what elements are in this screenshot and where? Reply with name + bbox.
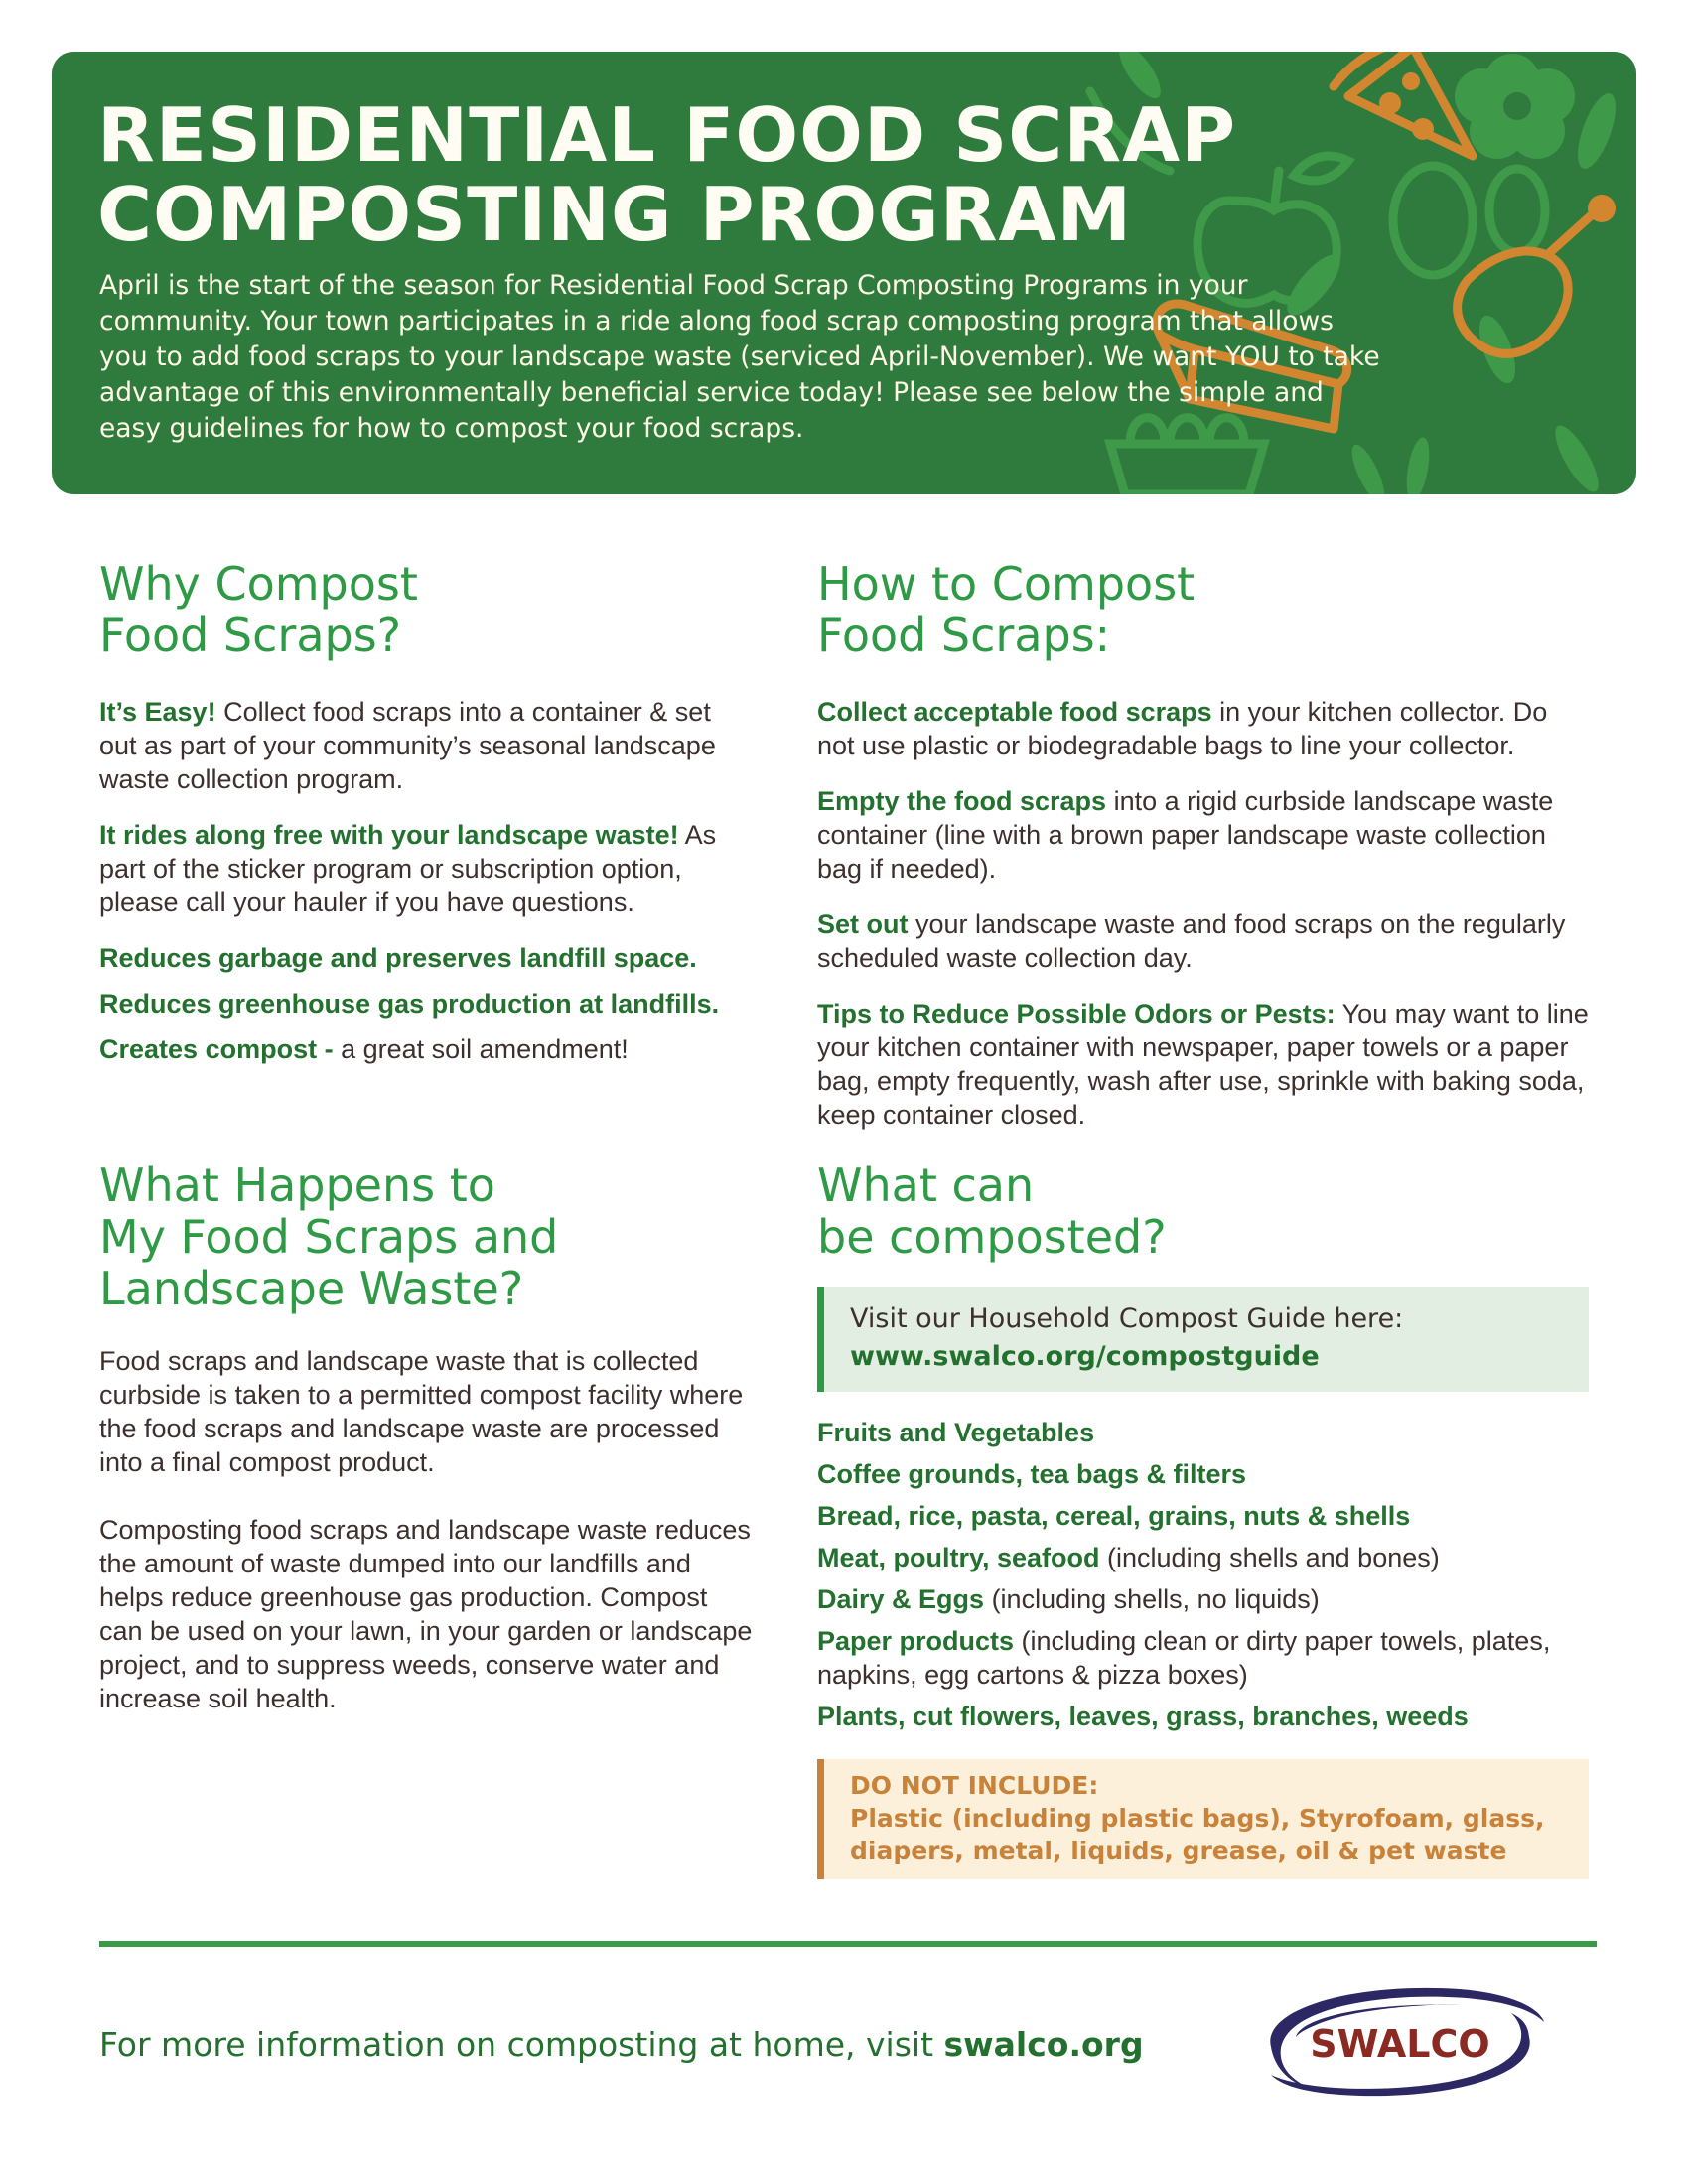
heading-line: Why Compost [99, 557, 418, 611]
compostable-item [817, 1700, 1592, 1733]
do-not-include-callout [817, 1759, 1589, 1879]
how-step-lead: Empty the food scraps [817, 786, 1107, 816]
why-item [99, 941, 755, 975]
how-step-text: into a rigid curbside landscape waste container (line with a brown paper landscape waste collection bag if needed). [817, 786, 1554, 884]
what-happens-heading [99, 1160, 755, 1314]
ham-bone-icon [1588, 195, 1616, 222]
heading-line: My Food Scraps and [99, 1210, 559, 1264]
pepperoni-icon [1379, 92, 1401, 114]
compostable-item [817, 1582, 1592, 1616]
title-line-2: COMPOSTING PROGRAM [97, 171, 1133, 258]
compostable-item-note: (including clean or dirty paper towels, plates, napkins, egg cartons & pizza boxes) [817, 1626, 1551, 1690]
why-item [99, 1032, 755, 1066]
compostable-item-lead: Dairy & Eggs [817, 1584, 985, 1614]
do-not-include-title: DO NOT INCLUDE: [850, 1771, 1099, 1800]
compostable-item-lead: Coffee grounds, tea bags & filters [817, 1459, 1247, 1489]
how-step [817, 907, 1592, 975]
page-title [97, 91, 1237, 258]
logo-text: SWALCO [1310, 2022, 1490, 2066]
do-not-include-text: diapers, metal, liquids, grease, oil & pet waste [850, 1837, 1507, 1865]
heading-line: How to Compost [817, 557, 1196, 611]
footer-link[interactable]: swalco.org [943, 2025, 1144, 2064]
why-item-lead: Reduces greenhouse gas production at landfills. [99, 989, 720, 1019]
why-item [99, 987, 755, 1021]
why-item-text: Collect food scraps into a container & set out as part of your community’s seasonal landscape waste collection program. [99, 697, 716, 794]
footer-text: For more information on composting at home, visit [99, 2025, 944, 2064]
compostable-item [817, 1499, 1592, 1533]
what-happens-paragraph: Food scraps and landscape waste that is collected curbside is taken to a permitted compost facility where the food scraps and landscape waste are processed into a final compost product. [99, 1346, 744, 1477]
how-step [817, 784, 1592, 886]
compostable-item-note: (including shells and bones) [1099, 1543, 1440, 1572]
what-can-be-composted-heading [817, 1160, 1592, 1263]
what-can-be-composted-section [817, 1160, 1592, 1879]
hero-banner [52, 52, 1636, 494]
compostable-item [817, 1624, 1592, 1692]
title-line-1: RESIDENTIAL FOOD SCRAP [97, 91, 1237, 179]
how-step-lead: Set out [817, 909, 909, 939]
footer-info [99, 2025, 1144, 2064]
compostable-item-lead: Bread, rice, pasta, cereal, grains, nuts & shells [817, 1501, 1411, 1531]
compostable-item [817, 1416, 1592, 1449]
footer-divider [99, 1941, 1597, 1947]
why-compost-section [99, 558, 755, 1078]
why-item-lead: It rides along free with your landscape waste! [99, 820, 679, 850]
pizza-slice-icon [1334, 52, 1473, 156]
why-item-lead: Creates compost - [99, 1034, 334, 1064]
heading-line: Food Scraps: [817, 609, 1111, 662]
heading-line: Landscape Waste? [99, 1262, 524, 1315]
how-step-text: You may want to line your kitchen container with newspaper, paper towels or a paper bag, empty frequently, wash after use, sprinkle with baking soda, keep container closed. [817, 999, 1589, 1130]
how-to-compost-section [817, 558, 1592, 1154]
do-not-include-text: Plastic (including plastic bags), Styrofoam, glass, [850, 1804, 1545, 1833]
compostable-item-lead: Paper products [817, 1626, 1015, 1656]
why-item [99, 818, 755, 919]
compost-guide-callout [817, 1287, 1589, 1392]
why-item-lead: Reduces garbage and preserves landfill space. [99, 943, 697, 973]
how-step [817, 695, 1592, 762]
what-happens-paragraph: Composting food scraps and landscape waste reduces the amount of waste dumped into our landfills and helps reduce greenhouse gas production. Compost can be used on your lawn, in your garden or landscape project, and to suppress weeds, conserve water and increase soil health. [99, 1515, 753, 1713]
compostable-item-lead: Fruits and Vegetables [817, 1418, 1095, 1447]
why-compost-heading [99, 558, 755, 661]
how-step-lead: Tips to Reduce Possible Odors or Pests: [817, 999, 1336, 1028]
why-item-text: As part of the sticker program or subscription option, please call your hauler if you have questions. [99, 820, 717, 917]
intro-paragraph: April is the start of the season for Residential Food Scrap Composting Programs in your community. Your town participates in a ride along food scrap composting program that allows you to add food scraps to your landscape waste (serviced April-November). We want YOU to take advantage of this environmentally beneficial service today! Please see below the simple and easy guidelines for how to compost your food scraps. [99, 270, 1380, 444]
why-item [99, 695, 755, 796]
egg-outline-icon [1393, 166, 1545, 275]
how-step-text: your landscape waste and food scraps on the regularly scheduled waste collection day. [817, 909, 1566, 973]
how-step-text: in your kitchen collector. Do not use plastic or biodegradable bags to line your collector. [817, 697, 1548, 760]
flower-icon [1455, 54, 1575, 159]
why-item-text: a great soil amendment! [333, 1034, 629, 1064]
how-step-lead: Collect acceptable food scraps [817, 697, 1212, 727]
pepperoni-icon [1412, 118, 1434, 140]
compostable-item-lead: Meat, poultry, seafood [817, 1543, 1100, 1572]
how-step [817, 997, 1592, 1132]
compostable-item [817, 1457, 1592, 1491]
ham-icon [1458, 210, 1597, 353]
compostable-item-note: (including shells, no liquids) [984, 1584, 1320, 1614]
why-item-lead: It’s Easy! [99, 697, 216, 727]
what-happens-section [99, 1160, 755, 1737]
compostable-item-lead: Plants, cut flowers, leaves, grass, branches, weeds [817, 1702, 1469, 1731]
heading-line: What Happens to [99, 1159, 495, 1212]
swalco-logo [1241, 1978, 1559, 2107]
heading-line: What can [817, 1159, 1035, 1212]
pepperoni-icon [1402, 72, 1420, 90]
heading-line: Food Scraps? [99, 609, 402, 662]
compost-guide-text: Visit our Household Compost Guide here: [850, 1303, 1404, 1334]
compostable-item [817, 1541, 1592, 1574]
how-to-compost-heading [817, 558, 1592, 661]
compost-guide-link[interactable]: www.swalco.org/compostguide [850, 1341, 1320, 1372]
heading-line: be composted? [817, 1210, 1167, 1264]
